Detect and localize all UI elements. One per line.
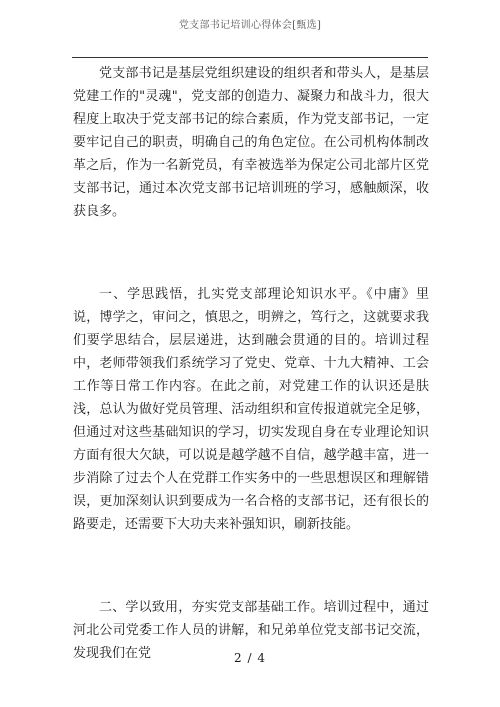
header-divider (72, 57, 428, 58)
paragraph-intro: 党支部书记是基层党组织建设的组织者和带头人，是基层党建工作的"灵魂"，党支部的创造力、凝聚力和战斗力，很大程度上取决于党支部书记的综合素质，作为党支部书记，一定要牢记自己的职责，明确自己的角色定位。在公司机构体制改革之后，作为一名新党员，有幸被选举为保定公司北部片区党支部书记，通过本次党支部书记培训班的学习，感触颇深，收获良多。 (73, 66, 429, 219)
document-body (73, 62, 429, 665)
paragraph-section-two: 二、学以致用，夯实党支部基础工作。培训过程中，通过河北公司党委工作人员的讲解，和兄弟单位党支部书记交流，发现我们在党 (73, 600, 429, 661)
paragraph-section-one: 一、学思践悟，扎实党支部理论知识水平。《中庸》里说，博学之，审问之，慎思之，明辨之，笃行之，这就要求我们要学思结合，层层递进，达到融会贯通的目的。培训过程中，老师带领我们系统学习了党史、党章、十九大精神、工会工作等日常工作内容。在此之前，对党建工作的认识还是肤浅，总认为做好党员管理、活动组织和宣传报道就完全足够，但通过对这些基础知识的学习，切实发现自身在专业理论知识方面有很大欠缺，可以说是越学越不自信，越学越丰富，进一步消除了过去个人在党群工作实务中的一些思想误区和理解错误，更加深刻认识到要成为一名合格的支部书记，还有很长的路要走，还需要下大功夫来补强知识，刷新技能。 (73, 287, 429, 532)
page-number: 2 / 4 (234, 651, 266, 665)
page-header-title: 党支部书记培训心得体会[甄选] (178, 20, 322, 31)
paragraph-spacer (73, 536, 429, 596)
paragraph-spacer (73, 223, 429, 283)
